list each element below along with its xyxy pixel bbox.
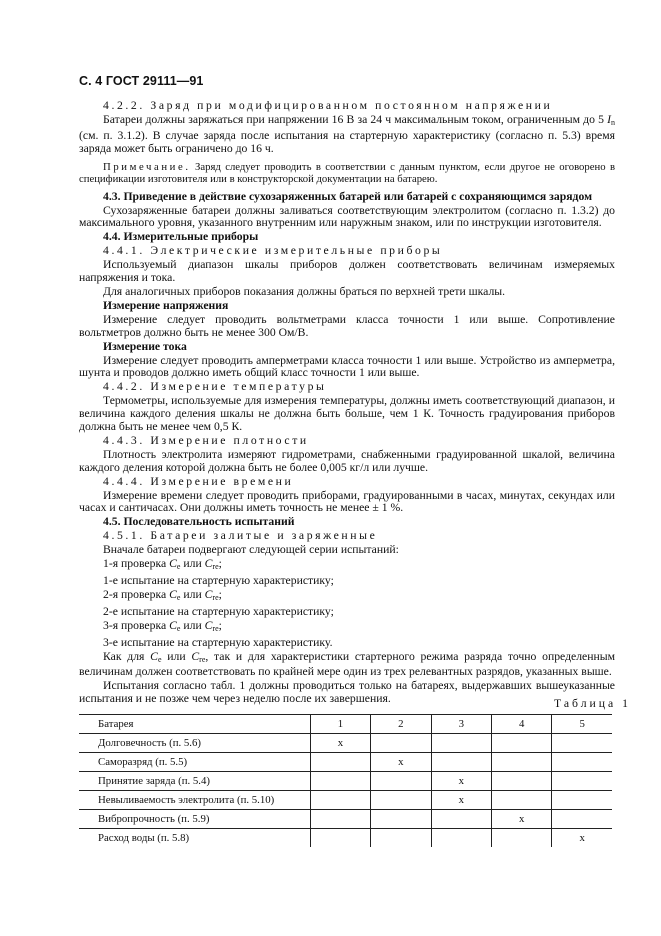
table-cell bbox=[552, 810, 612, 829]
table-cell: Принятие заряда (п. 5.4) bbox=[79, 772, 310, 791]
section-4-4-2-paragraph: Термометры, используемые для измерения температуры, должны иметь соответствующий диапазон, и величина каждого деления шкалы не должна быть больше, чем 1 К. Точность градуирования приборов должна быть не менее чем 0,5 К. bbox=[79, 394, 615, 434]
tests-paragraph: Испытания согласно табл. 1 должны проводиться только на батареях, выдержавших вышеуказанные испытания и не позже чем через неделю после их завершения. bbox=[79, 679, 615, 706]
table-header-cell: 5 bbox=[552, 715, 612, 734]
table-cell bbox=[371, 829, 431, 848]
check-label: 1-я проверка bbox=[103, 557, 170, 571]
table-cell bbox=[371, 810, 431, 829]
test-3-line: 3-е испытание на стартерную характеристику. bbox=[103, 635, 333, 649]
section-4-4-1-paragraph-2: Для аналогичных приборов показания должны браться по верхней трети шкалы. bbox=[103, 284, 506, 298]
voltage-paragraph: Измерение следует проводить вольтметрами класса точности 1 или выше. Сопротивление вольтметров должно быть не менее 300 Ом/В. bbox=[79, 312, 615, 339]
table-cell: x bbox=[371, 753, 431, 772]
text-run: Как для bbox=[103, 649, 151, 663]
section-4-4-2-title: 4.4.2. Измерение температуры bbox=[103, 380, 327, 394]
document-body bbox=[79, 100, 615, 707]
table-cell bbox=[492, 791, 552, 810]
current-title: Измерение тока bbox=[103, 339, 187, 353]
symbol-sub: e bbox=[176, 592, 181, 602]
text-run: ; bbox=[218, 618, 222, 632]
symbol-c: C bbox=[191, 649, 200, 663]
text-run: (см. п. 3.1.2). В случае заряда после испытания на стартерную характеристику (согласно п. 5.3) время заряда может быть ограничено до 16 ч. bbox=[79, 128, 615, 155]
table-cell bbox=[310, 810, 370, 829]
test-assignment-table bbox=[79, 714, 612, 847]
table-header-cell: Батарея bbox=[79, 715, 310, 734]
symbol-c: C bbox=[204, 618, 213, 632]
characteristics-paragraph bbox=[79, 651, 615, 680]
symbol-sub: re bbox=[212, 562, 219, 572]
section-4-2-2-title: 4.2.2. Заряд при модифицированном постоянном напряжении bbox=[103, 99, 553, 112]
check-2-line bbox=[79, 589, 615, 605]
table-row bbox=[79, 753, 612, 772]
section-4-4-4-paragraph: Измерение времени следует проводить приборами, градуированными в часах, минутах, секундах или часах и сантичасах. Они должны иметь точность не менее ± 1 %. bbox=[79, 488, 615, 515]
symbol-c: C bbox=[169, 557, 177, 571]
page-header: С. 4 ГОСТ 29111—91 bbox=[79, 74, 204, 88]
test-2-line: 2-е испытание на стартерную характеристику; bbox=[103, 604, 334, 618]
text-run: или bbox=[180, 587, 205, 601]
table-cell bbox=[431, 810, 491, 829]
text-run: ; bbox=[218, 587, 222, 601]
table-cell: x bbox=[492, 810, 552, 829]
symbol-c: C bbox=[204, 587, 213, 601]
check-label: 3-я проверка bbox=[103, 618, 170, 632]
section-4-2-2-paragraph bbox=[79, 114, 615, 156]
table-cell bbox=[371, 772, 431, 791]
symbol-c: C bbox=[204, 557, 213, 571]
table-cell bbox=[492, 772, 552, 791]
table-row bbox=[79, 791, 612, 810]
symbol-sub: e bbox=[176, 562, 181, 572]
table-cell: Невыливаемость электролита (п. 5.10) bbox=[79, 791, 310, 810]
symbol-sub: e bbox=[176, 623, 181, 633]
table-cell bbox=[310, 829, 370, 848]
check-1-line bbox=[79, 558, 615, 574]
table-cell bbox=[552, 734, 612, 753]
section-4-5-1-intro: Вначале батареи подвергают следующей серии испытаний: bbox=[103, 543, 399, 557]
note-paragraph bbox=[79, 161, 615, 186]
text-run: ; bbox=[218, 557, 222, 571]
test-1-line: 1-е испытание на стартерную характеристику; bbox=[103, 574, 334, 587]
section-4-4-4-title: 4.4.4. Измерение времени bbox=[103, 474, 294, 488]
table-cell bbox=[310, 753, 370, 772]
symbol-c: C bbox=[150, 649, 158, 663]
table-cell bbox=[492, 829, 552, 848]
text-run: или bbox=[180, 618, 205, 632]
table-cell: Расход воды (п. 5.8) bbox=[79, 829, 310, 848]
table-row bbox=[79, 772, 612, 791]
table-cell bbox=[492, 734, 552, 753]
text-run: Батареи должны заряжаться при напряжении 16 В за 24 ч максимальным током, ограниченным до 5 bbox=[103, 112, 608, 126]
table-cell bbox=[431, 829, 491, 848]
table-header-cell: 2 bbox=[371, 715, 431, 734]
table-cell bbox=[431, 734, 491, 753]
table-cell bbox=[552, 772, 612, 791]
symbol-c: C bbox=[169, 587, 177, 601]
table-header-cell: 4 bbox=[492, 715, 552, 734]
symbol-sub: re bbox=[199, 654, 206, 664]
symbol-sub: n bbox=[611, 117, 615, 127]
table-cell: Вибропрочность (п. 5.9) bbox=[79, 810, 310, 829]
symbol-sub: re bbox=[212, 623, 219, 633]
section-4-5-title: 4.5. Последовательность испытаний bbox=[103, 515, 295, 529]
text-run: или bbox=[180, 557, 205, 571]
table-caption: Таблица 1 bbox=[554, 697, 631, 710]
current-paragraph: Измерение следует проводить амперметрами класса точности 1 или выше. Устройство из амперметра, шунта и проводов должно иметь общий класс точности 1 или выше. bbox=[79, 353, 615, 380]
table-cell bbox=[371, 791, 431, 810]
section-4-3-paragraph: Сухозаряженные батареи должны заливаться соответствующим электролитом (согласно п. 1.3.2) до максимального уровня, указанного внутренним или наружным знаком, или по инструкции изготовителя. bbox=[79, 203, 615, 230]
table-cell: x bbox=[310, 734, 370, 753]
table-cell bbox=[552, 791, 612, 810]
section-4-4-1-paragraph-1: Используемый диапазон шкалы приборов должен соответствовать величинам измеряемых напряжения и тока. bbox=[79, 258, 615, 285]
text-run: , так и для характеристики стартерного режима разряда точно определенным величинам должен соответствовать по крайней мере один из трех релевантных разрядов, указанных выше. bbox=[79, 649, 615, 679]
table-cell bbox=[310, 791, 370, 810]
table-cell: Саморазряд (п. 5.5) bbox=[79, 753, 310, 772]
symbol-sub: e bbox=[157, 654, 162, 664]
table-cell bbox=[552, 753, 612, 772]
symbol-sub: re bbox=[212, 592, 219, 602]
table-cell: Долговечность (п. 5.6) bbox=[79, 734, 310, 753]
symbol-i: I bbox=[607, 112, 611, 126]
symbol-c: C bbox=[169, 618, 177, 632]
table-header-cell: 3 bbox=[431, 715, 491, 734]
text-run: или bbox=[161, 649, 192, 663]
check-3-line bbox=[79, 620, 615, 636]
table-row bbox=[79, 829, 612, 848]
section-4-4-1-title: 4.4.1. Электрические измерительные приборы bbox=[103, 244, 443, 258]
table-row bbox=[79, 734, 612, 753]
table-cell: x bbox=[552, 829, 612, 848]
table-cell bbox=[371, 734, 431, 753]
note-text: Заряд следует проводить в соответствии с данным пунктом, если другое не оговорено в спецификации изготовителя или в конструкторской документации на батарею. bbox=[79, 160, 615, 186]
table-cell bbox=[492, 753, 552, 772]
voltage-title: Измерение напряжения bbox=[103, 298, 229, 312]
table-row bbox=[79, 810, 612, 829]
table-cell: x bbox=[431, 791, 491, 810]
section-4-5-1-title: 4.5.1. Батареи залитые и заряженные bbox=[103, 529, 378, 543]
section-4-4-title: 4.4. Измерительные приборы bbox=[103, 230, 259, 244]
section-4-4-3-paragraph: Плотность электролита измеряют гидрометрами, снабженными градуированной шкалой, величина каждого деления которой должна быть не более 0,005 кг/л или лучше. bbox=[79, 447, 615, 474]
table-cell bbox=[431, 753, 491, 772]
note-label: Примечание. bbox=[103, 160, 191, 173]
table-cell: x bbox=[431, 772, 491, 791]
table-cell bbox=[310, 772, 370, 791]
table-header-cell: 1 bbox=[310, 715, 370, 734]
section-4-4-3-title: 4.4.3. Измерение плотности bbox=[103, 433, 309, 447]
table-header-row bbox=[79, 715, 612, 734]
section-4-3-title: 4.3. Приведение в действие сухозаряженных батарей или батарей с сохраняющимся зарядом bbox=[103, 189, 593, 203]
check-label: 2-я проверка bbox=[103, 587, 170, 601]
